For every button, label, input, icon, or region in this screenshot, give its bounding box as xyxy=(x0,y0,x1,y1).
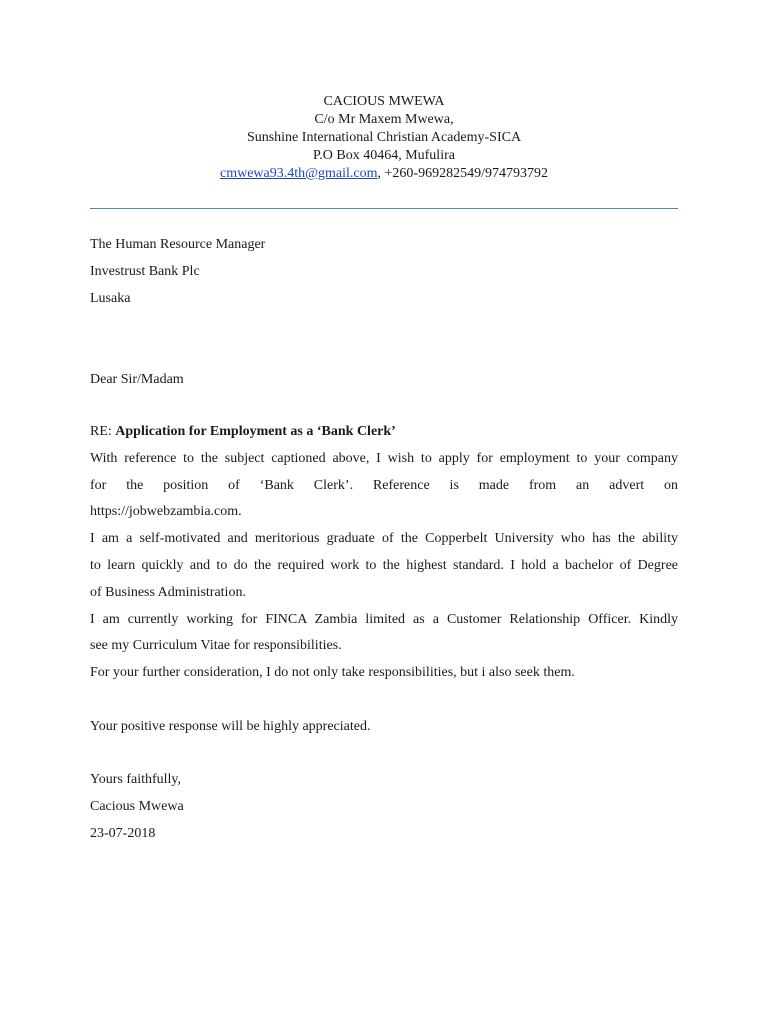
sender-phone: , +260-969282549/974793792 xyxy=(377,166,548,181)
closing-block xyxy=(90,767,678,847)
signature-name: Cacious Mwewa xyxy=(90,798,184,814)
sender-email-link[interactable]: cmwewa93.4th@gmail.com xyxy=(220,166,378,181)
body-para1-line1: With reference to the subject captioned above, I wish to apply for employment to your company xyxy=(90,450,678,466)
body-para2-line3: of Business Administration. xyxy=(90,584,246,600)
body-para4: For your further consideration, I do not only take responsibilities, but i also seek them. xyxy=(90,665,575,681)
sender-name: CACIOUS MWEWA xyxy=(323,94,445,109)
sender-po-box: P.O Box 40464, Mufulira xyxy=(313,148,455,163)
valediction: Yours faithfully, xyxy=(90,772,182,787)
body-para1-line2: for the position of ‘Bank Clerk’. Reference is made from an advert on xyxy=(90,477,678,493)
letter-date: 23-07-2018 xyxy=(90,825,156,841)
body-para1-line3: https://jobwebzambia.com. xyxy=(90,504,242,520)
recipient-line-1: The Human Resource Manager xyxy=(90,237,266,252)
letterhead xyxy=(0,93,768,183)
subject-prefix: RE: xyxy=(90,424,116,439)
body-para5: Your positive response will be highly appreciated. xyxy=(90,719,371,734)
recipient-address xyxy=(90,232,678,312)
subject-line xyxy=(90,419,678,446)
body-para3-line1: I am currently working for FINCA Zambia limited as a Customer Relationship Officer. Kindly xyxy=(90,611,678,627)
sender-institution: Sunshine International Christian Academy-SICA xyxy=(246,130,522,145)
letter-body xyxy=(90,419,678,687)
body-para2-line1: I am a self-motivated and meritorious graduate of the Copperbelt University who has the ability xyxy=(90,531,678,547)
recipient-line-3: Lusaka xyxy=(90,290,131,306)
body-para3-line2: see my Curriculum Vitae for responsibilities. xyxy=(90,638,342,654)
sender-contact-line xyxy=(0,165,768,183)
salutation: Dear Sir/Madam xyxy=(90,372,184,387)
header-divider xyxy=(90,208,678,209)
sender-care-of: C/o Mr Maxem Mwewa, xyxy=(314,112,454,127)
closing-remark xyxy=(90,714,678,741)
salutation-block xyxy=(90,367,678,394)
body-para2-line2: to learn quickly and to do the required work to the highest standard. I hold a bachelor of Degree xyxy=(90,557,678,573)
subject-text: Application for Employment as a ‘Bank Clerk’ xyxy=(115,424,396,439)
recipient-line-2: Investrust Bank Plc xyxy=(90,263,200,279)
